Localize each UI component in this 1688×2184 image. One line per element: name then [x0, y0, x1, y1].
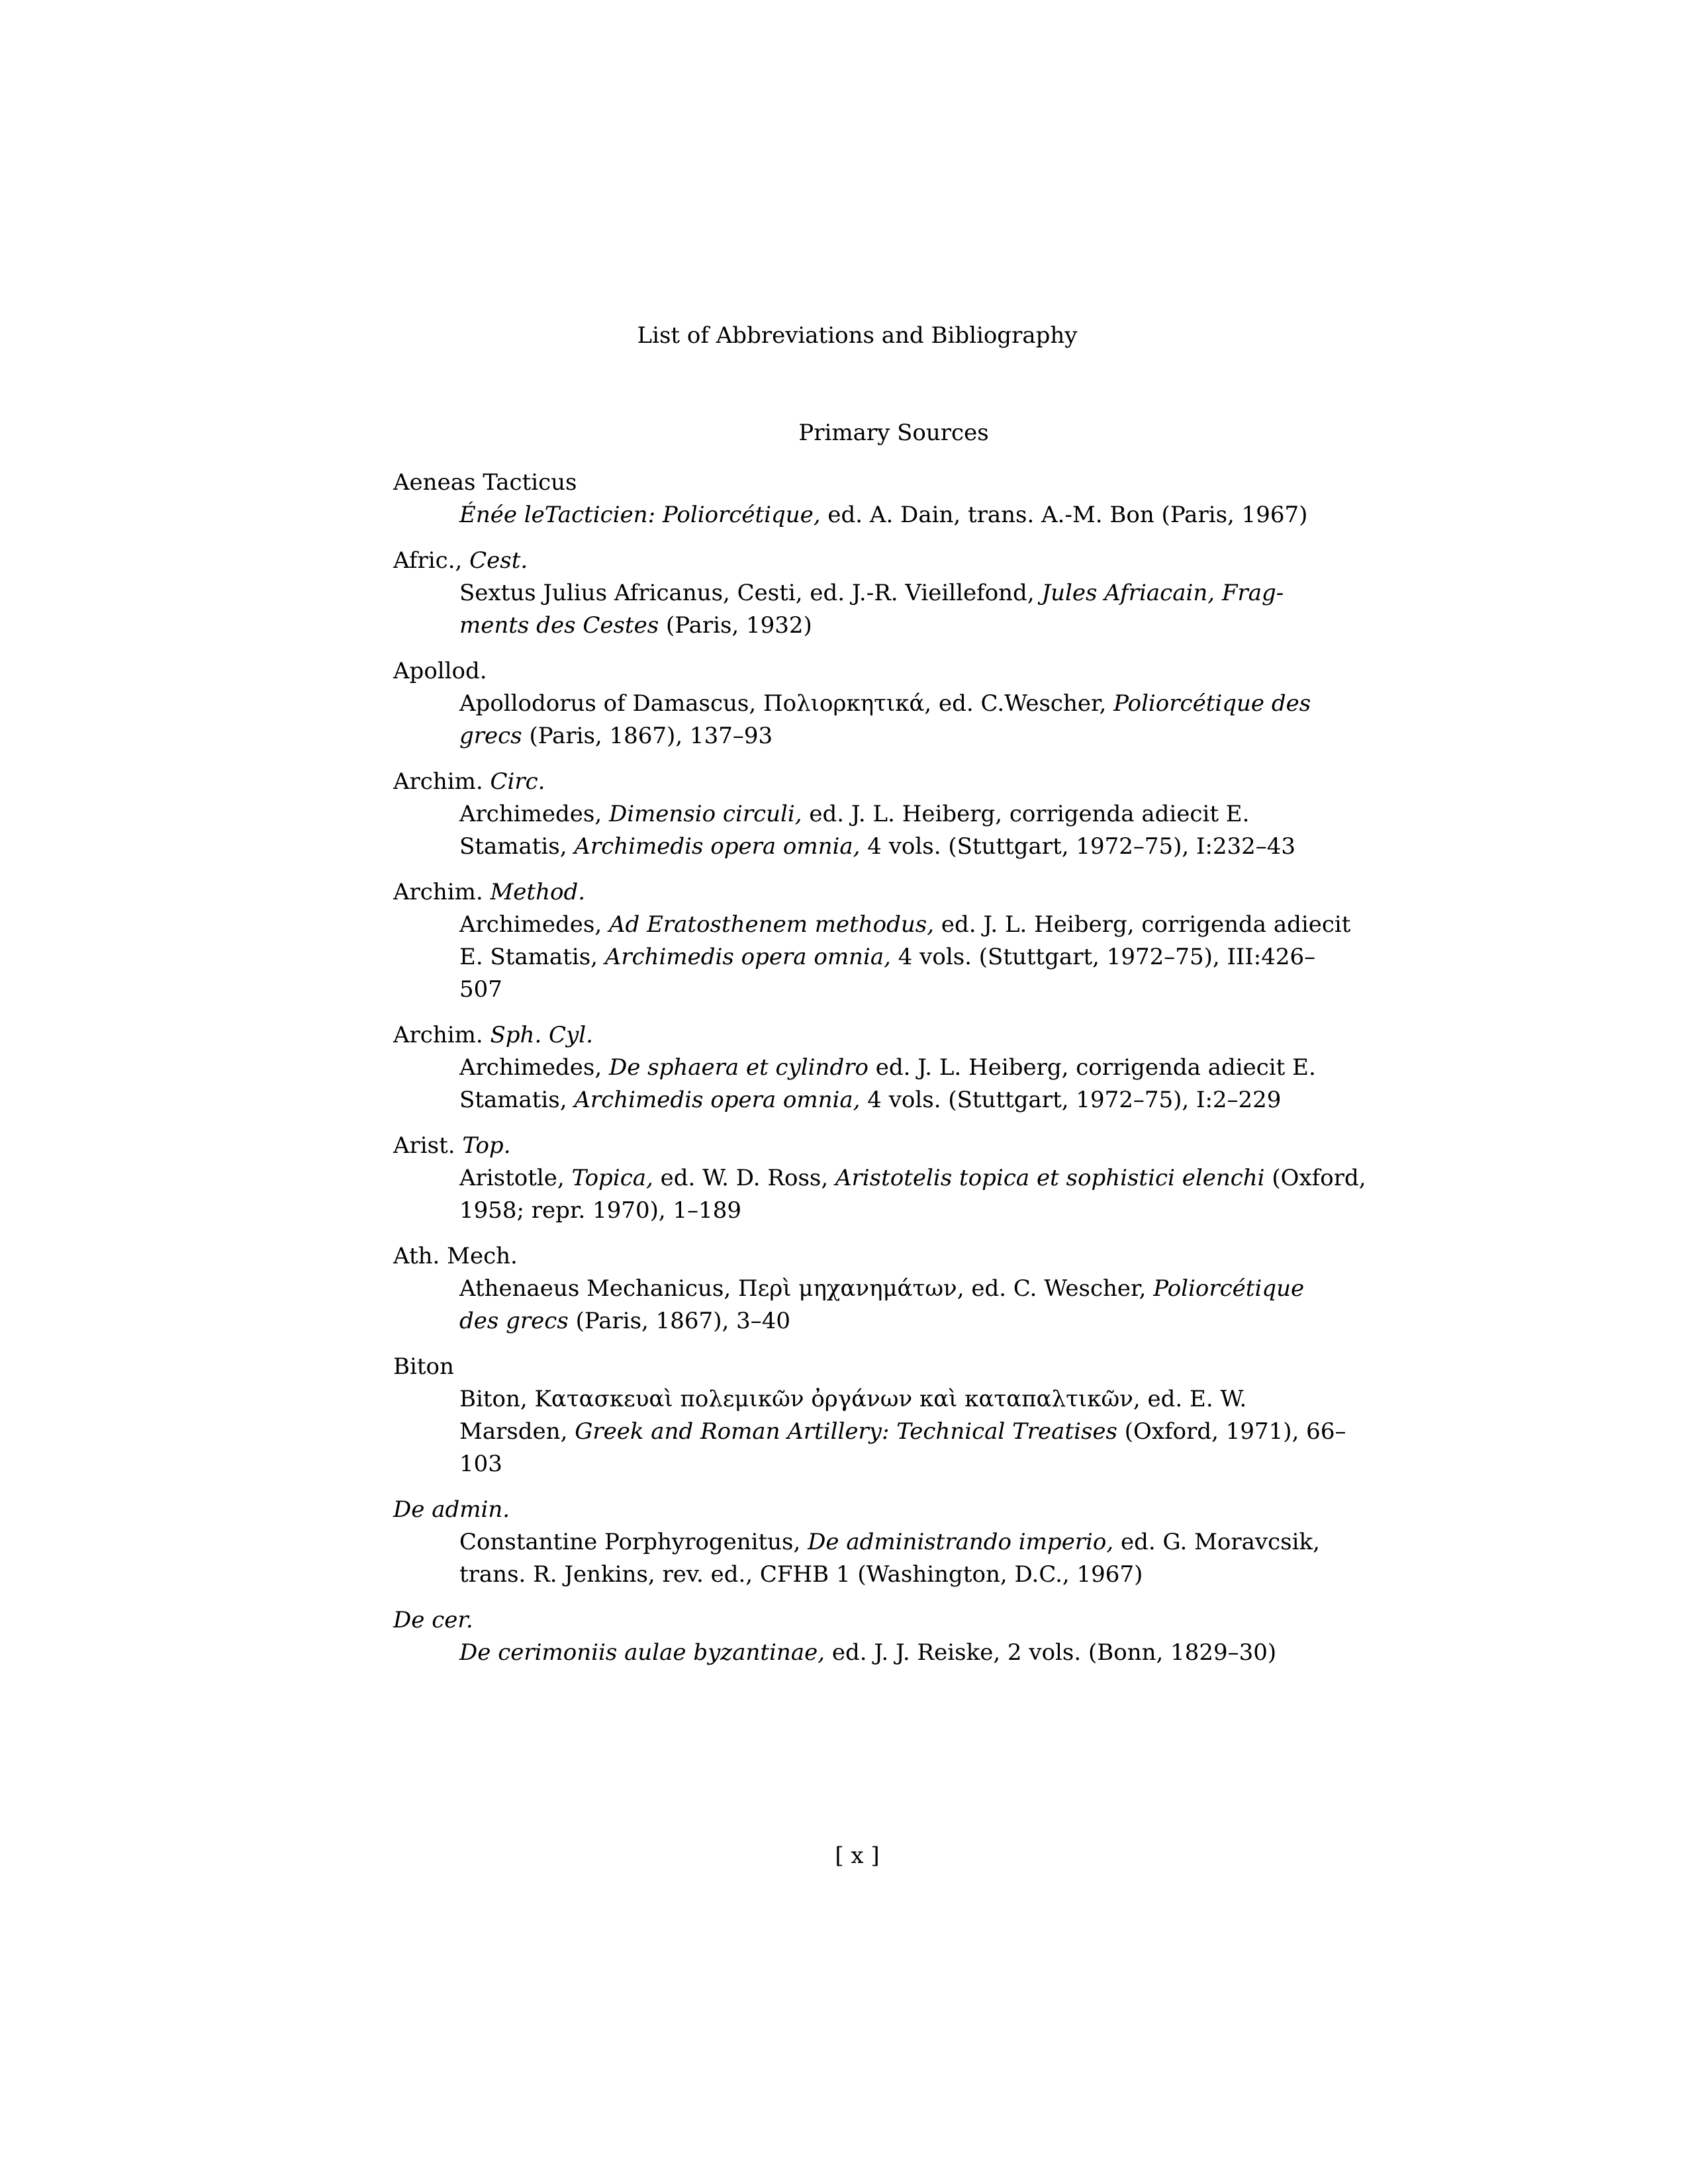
citation-text: Marsden, — [459, 1418, 575, 1445]
citation-line — [459, 909, 1351, 941]
citation-text: Archimedes, — [459, 1054, 609, 1081]
citation-line — [459, 720, 1235, 752]
citation-text: ed. J. L. Heiberg, corrigenda adiecit E. — [802, 801, 1250, 827]
abbreviation-part: Arist. — [393, 1132, 463, 1159]
citation-text: Stamatis, — [459, 833, 575, 860]
abbreviation-part: Apollod. — [393, 658, 487, 684]
entry-abbreviation — [393, 655, 1235, 688]
citation-text: (Paris, 1867), 3–40 — [568, 1308, 790, 1334]
entry-citation — [459, 798, 1296, 863]
citation-text: ed. G. Moravcsik, — [1113, 1529, 1320, 1555]
citation-title: Greek and Roman Artillery: Technical Treatises — [575, 1418, 1117, 1445]
citation-line — [459, 1084, 1282, 1116]
citation-line — [459, 798, 1250, 831]
citation-line — [459, 499, 1308, 531]
abbreviation-part: Afric., — [393, 547, 470, 574]
citation-text: Stamatis, — [459, 1087, 575, 1113]
page-title: List of Abbreviations and Bibliography — [637, 322, 1078, 349]
citation-line — [459, 1637, 1277, 1669]
citation-line — [459, 1052, 1316, 1084]
citation-title: Topica, — [571, 1165, 653, 1191]
citation-text: E. Stamatis, — [459, 944, 605, 970]
abbreviation-part: Cest. — [469, 547, 528, 574]
bibliography-entry — [393, 545, 1284, 642]
entry-citation — [459, 1637, 1277, 1669]
bibliography-entry — [393, 1494, 1320, 1591]
citation-text: Constantine Porphyrogenitus, — [459, 1529, 808, 1555]
bibliography-entry — [393, 766, 1296, 863]
citation-title: De administrando imperio, — [808, 1529, 1114, 1555]
citation-line — [459, 1448, 1235, 1480]
abbreviation-part: Aeneas Tacticus — [393, 469, 577, 496]
citation-text: Archimedes, — [459, 801, 609, 827]
bibliography-entry — [393, 1351, 1346, 1480]
bibliography-entry — [393, 1130, 1366, 1227]
citation-text: (Paris, 1932) — [659, 612, 812, 639]
citation-line — [459, 1383, 1247, 1416]
citation-title: grecs — [459, 723, 522, 749]
citation-text: ed. J. J. Reiske, 2 vols. (Bonn, 1829–30) — [825, 1639, 1277, 1666]
citation-title: Jules Afriacain, Frag- — [1041, 580, 1284, 606]
citation-text: (Paris, 1867), 137–93 — [522, 723, 773, 749]
bibliography-entry — [393, 1604, 1277, 1669]
entry-citation — [459, 1162, 1366, 1227]
entry-citation — [459, 577, 1284, 642]
bibliography-entry — [393, 467, 1308, 531]
citation-line — [459, 1559, 1235, 1591]
abbreviation-part: Archim. — [393, 879, 491, 905]
citation-line — [459, 974, 1235, 1006]
entry-citation — [459, 1383, 1346, 1480]
citation-text: ed. J. L. Heiberg, corrigenda adiecit — [934, 911, 1351, 938]
entry-abbreviation — [393, 1130, 1235, 1162]
section-title: Primary Sources — [798, 420, 989, 446]
citation-text: 4 vols. (Stuttgart, 1972–75), I:2–229 — [860, 1087, 1282, 1113]
citation-text: ed. A. Dain, trans. A.-M. Bon (Paris, 1967) — [820, 502, 1308, 528]
citation-line — [459, 1273, 1305, 1305]
citation-title: De cerimoniis aulae byzantinae, — [459, 1639, 825, 1666]
bibliography-list — [393, 467, 1366, 1682]
citation-line — [459, 831, 1296, 863]
citation-line — [459, 610, 1235, 642]
citation-text: 4 vols. (Stuttgart, 1972–75), III:426– — [890, 944, 1316, 970]
citation-line — [459, 1416, 1346, 1448]
page-number: [ x ] — [835, 1843, 880, 1869]
citation-text: Athenaeus Mechanicus, Περὶ μηχανημάτων, ed. C. Wescher, — [459, 1275, 1154, 1302]
citation-title: Ad Eratosthenem methodus, — [608, 911, 935, 938]
entry-abbreviation — [393, 545, 1235, 577]
entry-abbreviation — [393, 1240, 1235, 1273]
citation-text: Archimedes, — [459, 911, 609, 938]
abbreviation-part: Method. — [490, 879, 586, 905]
citation-text: 1958; repr. 1970), 1–189 — [459, 1197, 741, 1224]
citation-title: Énée leTacticien: Poliorcétique, — [459, 502, 821, 528]
entry-abbreviation — [393, 1604, 1235, 1637]
citation-title: Archimedis opera omnia, — [574, 1087, 861, 1113]
citation-title: des grecs — [459, 1308, 569, 1334]
abbreviation-part: De cer. — [393, 1607, 473, 1633]
abbreviation-part: Archim. — [393, 768, 491, 795]
entry-abbreviation — [393, 1019, 1235, 1052]
citation-title: Aristotelis topica et sophistici elenchi — [835, 1165, 1265, 1191]
citation-line — [459, 577, 1284, 610]
citation-title: Dimensio circuli, — [608, 801, 802, 827]
abbreviation-part: Archim. — [393, 1022, 491, 1048]
entry-abbreviation — [393, 766, 1235, 798]
citation-text: 507 — [459, 976, 502, 1003]
citation-title: Archimedis opera omnia, — [574, 833, 861, 860]
abbreviation-part: Sph. Cyl. — [490, 1022, 593, 1048]
citation-line — [459, 1526, 1320, 1559]
citation-title: De sphaera et cylindro — [608, 1054, 868, 1081]
entry-citation — [459, 499, 1308, 531]
entry-citation — [459, 909, 1351, 1006]
citation-line — [459, 1305, 1235, 1338]
citation-text: (Oxford, 1971), 66– — [1117, 1418, 1346, 1445]
bibliography-entry — [393, 655, 1311, 752]
citation-text: 103 — [459, 1451, 502, 1477]
citation-text: ed. J. L. Heiberg, corrigenda adiecit E. — [868, 1054, 1316, 1081]
citation-line — [459, 1195, 1235, 1227]
bibliography-entry — [393, 1019, 1316, 1116]
entry-abbreviation — [393, 1494, 1235, 1526]
abbreviation-part: Top. — [462, 1132, 511, 1159]
entry-abbreviation — [393, 1351, 1235, 1383]
abbreviation-part: Ath. Mech. — [393, 1243, 518, 1269]
entry-citation — [459, 688, 1311, 752]
citation-text: ed. W. D. Ross, — [653, 1165, 835, 1191]
abbreviation-part: De admin. — [393, 1496, 510, 1523]
citation-line — [459, 1162, 1366, 1195]
citation-text: Biton, Κατασκευαὶ πολεμικῶν ὀργάνων καὶ καταπαλτικῶν, ed. E. W. — [459, 1386, 1247, 1412]
citation-text: Sextus Julius Africanus, Cesti, ed. J.-R. Vieillefond, — [459, 580, 1042, 606]
abbreviation-part: Circ. — [490, 768, 545, 795]
citation-title: Poliorcétique des — [1113, 690, 1311, 717]
entry-citation — [459, 1273, 1305, 1338]
citation-text: (Oxford, — [1264, 1165, 1366, 1191]
entry-abbreviation — [393, 467, 1235, 499]
citation-line — [459, 688, 1311, 720]
citation-text: 4 vols. (Stuttgart, 1972–75), I:232–43 — [860, 833, 1296, 860]
entry-citation — [459, 1052, 1316, 1116]
citation-title: Archimedis opera omnia, — [604, 944, 891, 970]
citation-text: trans. R. Jenkins, rev. ed., CFHB 1 (Washington, D.C., 1967) — [459, 1561, 1143, 1588]
citation-text: Aristotle, — [459, 1165, 572, 1191]
bibliography-entry — [393, 1240, 1305, 1338]
citation-line — [459, 941, 1316, 974]
citation-title: ments des Cestes — [459, 612, 659, 639]
abbreviation-part: Biton — [393, 1353, 454, 1380]
entry-citation — [459, 1526, 1320, 1591]
bibliography-entry — [393, 876, 1351, 1006]
entry-abbreviation — [393, 876, 1235, 909]
citation-title: Poliorcétique — [1153, 1275, 1305, 1302]
citation-text: Apollodorus of Damascus, Πολιορκητικά, ed. C.Wescher, — [459, 690, 1114, 717]
